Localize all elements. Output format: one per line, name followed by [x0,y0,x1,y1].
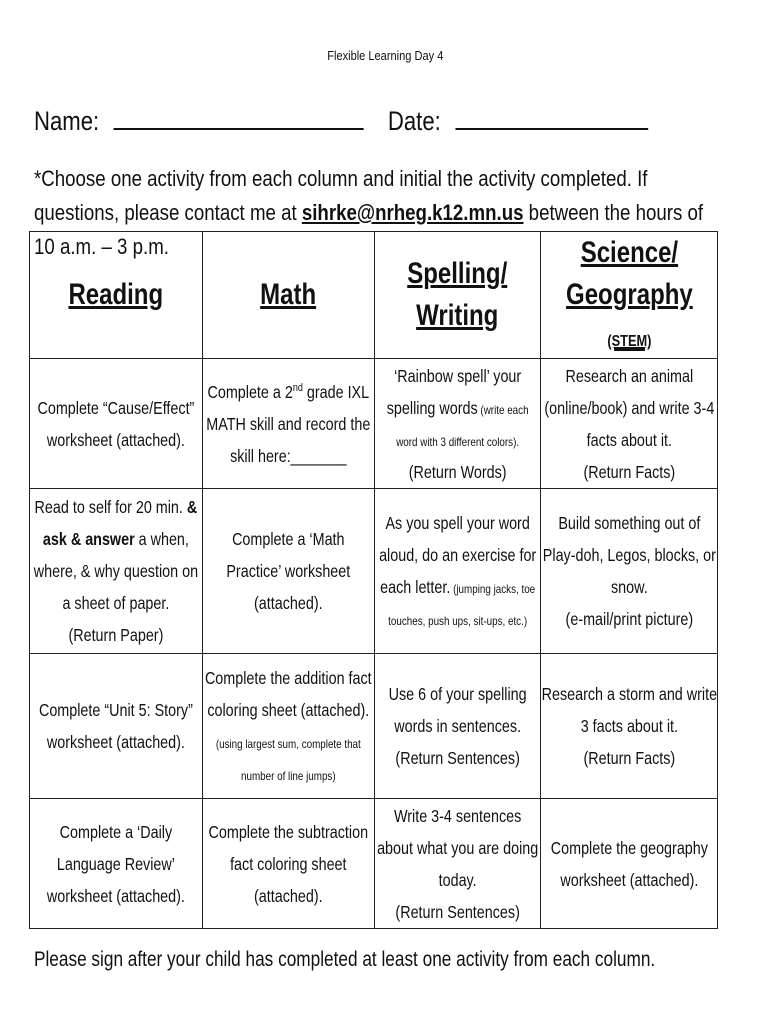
activity-text-bold: & ask & answer [43,497,198,549]
column-header-reading [30,232,203,359]
table-row [30,799,718,929]
table-row [30,489,718,654]
activity-text: Complete the subtraction fact coloring sheet (attached). [208,821,369,906]
activity-cell-reading [30,654,203,799]
activity-text-main: Build something out of Play-doh, Legos, blocks, or snow. [542,513,716,597]
activity-text-main: As you spell your word aloud, do an exercise for each letter. [378,513,537,597]
activity-text: Complete “Unit 5: Story” worksheet (attached). [39,700,193,752]
activity-cell-math [203,799,375,929]
activity-text [541,507,717,635]
activity-text [375,800,540,928]
name-date-line [34,104,648,137]
activity-text-pre: Complete a 2 [207,381,294,402]
activity-text-rest: a when, where, & why question on a sheet of paper. [33,529,199,613]
activity-cell-reading [30,489,203,654]
activity-cell-science [541,489,718,654]
column-header-science-line2: Geography [565,278,693,311]
page-title: Flexible Learning Day 4 [326,48,444,63]
activity-text [375,507,540,635]
activity-text-return: (Return Sentences) [395,901,520,922]
activity-text-main: Research an animal (online/book) and write 3-4 facts about it. [544,365,714,450]
activity-text-return: (Return Facts) [583,461,675,482]
activity-cell-spelling [375,359,541,489]
activity-text-main: ‘Rainbow spell’ your spelling words [386,365,522,418]
column-header-spelling [375,232,541,359]
column-header-science [541,232,718,359]
contact-email-link[interactable]: sihrke@nrheg.k12.mn.us [301,200,524,225]
activity-text-main: Write 3-4 sentences about what you are doing today. [376,805,539,890]
activity-text-post: grade IXL MATH skill and record the skill here:_______ [206,381,371,466]
activity-text-main: Research a storm and write 3 facts about it. [541,684,717,736]
table-header-row [30,232,718,359]
activity-text: Complete a ‘Math Practice’ worksheet (attached). [226,529,351,613]
activity-text [203,662,374,790]
column-header-science-sub: (STEM) [606,333,652,350]
activity-text [203,376,374,472]
column-header-spelling-line1: Spelling/ [407,257,508,290]
footer-note-text: Please sign after your child has completed at least one activity from each column. [34,948,656,971]
page-header [0,48,770,63]
activity-cell-science [541,654,718,799]
column-header-reading-label: Reading [68,278,164,311]
column-header-math [203,232,375,359]
column-header-science-label [537,232,720,358]
column-header-spelling-line2: Writing [416,299,499,332]
activity-text [30,491,202,651]
activity-cell-reading [30,799,203,929]
footer-note [34,948,657,972]
table-row [30,654,718,799]
activity-text: Complete the geography worksheet (attached). [550,837,708,890]
activity-cell-math [203,654,375,799]
activity-text: Complete a ‘Daily Language Review’ worksheet (attached). [47,821,185,906]
activity-grid [29,231,718,929]
activity-text-return: (Return Paper) [68,625,164,645]
table-row [30,359,718,489]
column-header-spelling-label [372,253,544,337]
activity-text-line1: Read to self for 20 min. [34,497,183,517]
activity-text-note: (write each word with 3 different colors). [396,402,529,449]
activity-text-return: (Return Words) [408,461,507,482]
column-header-science-line1: Science/ [580,236,678,269]
activity-cell-spelling [375,799,541,929]
instructions-hours: between the hours of 10 a.m. – 3 p.m. [34,200,704,259]
activity-text [375,678,540,774]
activity-text-note: (using largest sum, complete that number of line jumps) [216,737,361,783]
activity-text-return: (e-mail/print picture) [565,609,693,629]
activity-cell-science [541,799,718,929]
name-field[interactable] [114,104,364,130]
activity-text-return: (Return Facts) [583,748,675,768]
column-header-math-label: Math [260,278,317,311]
activity-text [541,678,717,774]
name-label: Name: [34,106,100,136]
activity-text-note: (jumping jacks, toe touches, push ups, sit-ups, etc.) [388,582,536,628]
instructions-text: *Choose one activity from each column and initial the activity completed. If questions, please contact me at [34,166,648,225]
activity-text-sup: nd [293,381,304,394]
activity-cell-spelling [375,489,541,654]
activity-cell-science [541,359,718,489]
activity-text: Complete “Cause/Effect” worksheet (attached). [37,397,195,450]
activity-cell-reading [30,359,203,489]
date-label: Date: [387,106,441,136]
activity-cell-math [203,359,375,489]
activity-text-return: (Return Sentences) [395,748,520,768]
date-field[interactable] [455,104,648,130]
activity-cell-spelling [375,654,541,799]
activity-text-main: Use 6 of your spelling words in sentences. [388,684,527,736]
activity-text [541,360,717,488]
activity-text-main: Complete the addition fact coloring sheet (attached). [205,668,372,720]
activity-text [375,360,540,488]
activity-cell-math [203,489,375,654]
